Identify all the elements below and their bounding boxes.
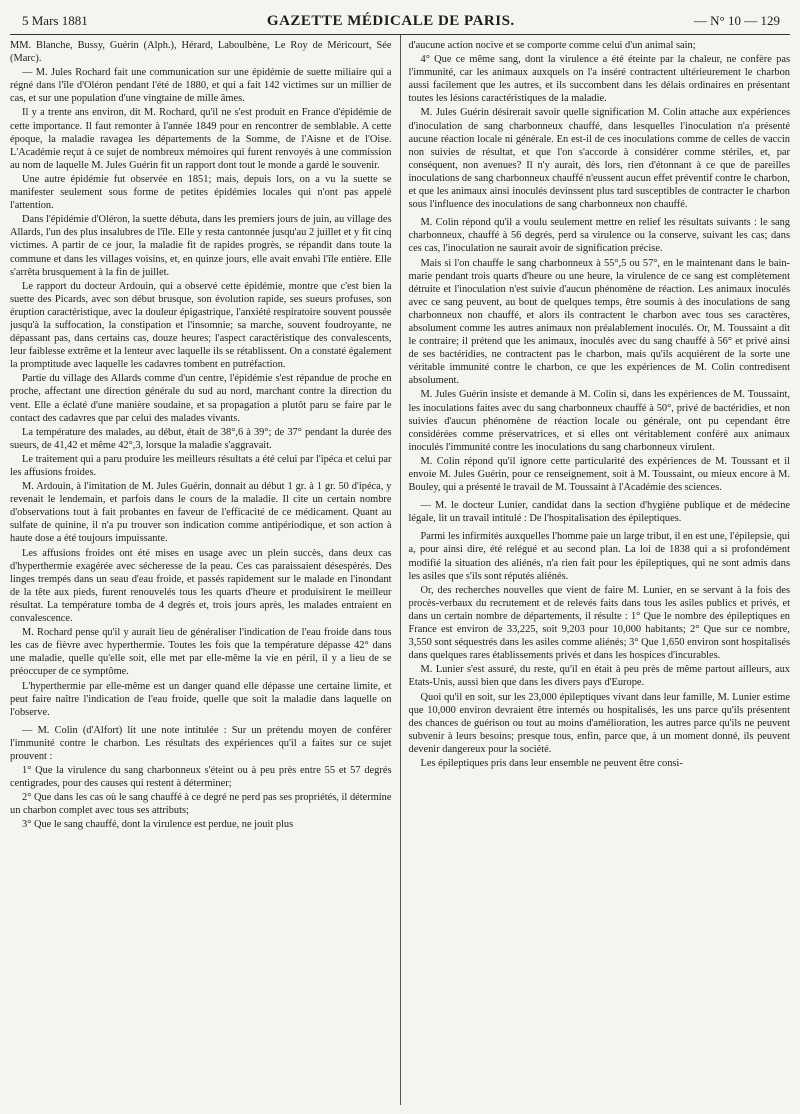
paragraph: La température des malades, au début, était de 38°,6 à 39°; de 37° pendant la durée des sueurs, de 41,42 et même 42°,3, lorsque la maladie s'aggravait. — [10, 426, 392, 451]
paragraph: Or, des recherches nouvelles que vient de faire M. Lunier, en se servant à la fois des procès-verbaux du recrutement et de relevés faits dans tous les asiles publics et privés, et dans un certain nombre de départements, il résulte : 1° Que le nombre des épileptiques en France est environ de 33,225, soit 9,203 pour 10,000 habitants; 2° Que sur ce nombre, 3,550 sont séquestrés dans les asiles comme aliénés; 3° Que 1,650 environ sont hospitalisés dans quelques rares établissements privés et dans les hospices d'incurables. — [408, 584, 790, 662]
paragraph: M. Ardouin, à l'imitation de M. Jules Guérin, donnait au début 1 gr. à 1 gr. 50 d'ipéca, y revenait le lendemain, et parfois dans le cours de la maladie. Il cite un certain nombre d'observations tout à fait probantes en faveur de l'efficacité de ce médicament. Quant au sulfate de quinine, il n'a pu trouver son indication comme antipériodique, et son action à haute dose a été toujours impuissante. — [10, 481, 392, 545]
left-column — [10, 35, 400, 1109]
paragraph: 3° Que le sang chauffé, dont la virulence est perdue, ne jouit plus — [22, 819, 294, 831]
paragraph: Quoi qu'il en soit, sur les 23,000 épileptiques vivant dans leur famille, M. Lunier estime que 10,000 environ devraient être internés ou hospitalisés, les uns parce qu'ils présentent des chances de guérison ou tout au moins d'amélioration, les autres parce qu'ils ne peuvent subvenir à leurs besoins; presque tous, enfin, parce que, à un moment donné, ils peuvent devenir dangereux pour la société. — [408, 691, 790, 755]
paragraph: Le traitement qui a paru produire les meilleurs résultats a été celui par l'ipéca et celui par les affusions froides. — [10, 453, 392, 478]
journal-title: GAZETTE MÉDICALE DE PARIS. — [266, 13, 515, 29]
issue-date: 5 Mars 1881 — [22, 13, 88, 28]
paragraph: Parmi les infirmités auxquelles l'homme paie un large tribut, il en est une, l'épilepsie, qui a, pour ainsi dire, été relégué et au second plan. La loi de 1838 qui a si profondément modifié la situation des aliénés, n'a rien fait pour les épileptiques, qui ne sont admis dans les asiles que s'ils sont réputés aliénés. — [408, 531, 790, 582]
paragraph: Mais si l'on chauffe le sang charbonneux à 55°,5 ou 57°, en le maintenant dans le bain-marie pendant trois quarts d'heure ou une heure, la virulence de ce sang est complètement détruite et l'inoculation n'est suivie d'aucun phénomène de réaction. Les animaux inoculés avec ce sang peuvent, au bout de quelques temps, être soumis à des inoculations de sang charbonneux non chauffé, et alors ils contractent le charbon avec tous ses caractères, absolument comme les autres animaux non préalablement inoculés. Or, M. Toussaint a dit le contraire; il prétend que les animaux, inoculés avec du sang chauffé à 56° et privé ainsi de ses bactéridies, ne contractent pas le charbon, mais qu'ils acquièrent de la sorte une véritable immunité contre le charbon, ce que les expériences de M. Colin contredisent absolument. — [408, 257, 790, 387]
paragraph: Les épileptiques pris dans leur ensemble ne peuvent être consi- — [420, 757, 683, 769]
paragraph: Le rapport du docteur Ardouin, qui a observé cette épidémie, montre que c'est bien la suette des Picards, avec son début brusque, son évolution rapide, ses sueurs profuses, son éruption caractéristique, avec la douleur épigastrique, l'anxiété respiratoire souvent poussée jusqu'à la suffocation, la constipation et l'insomnie; sa marche, souvent foudroyante, ne dépassant pas, dans certains cas, douze heures; l'aspect caractéristique des convalescents, leur faiblesse extrême et la lenteur avec laquelle ils se rétablissent. On a constaté également la promptitude avec laquelle les cadavres tombent en putréfaction. — [10, 280, 392, 371]
paragraph: Partie du village des Allards comme d'un centre, l'épidémie s'est répandue de proche en proche, affectant une direction générale du sud au nord, marchant contre la direction du vent. Elle a éclaté d'une manière soudaine, et sa propagation a plutôt paru se faire par le contact des cadavres que par celui des malades vivants. — [10, 373, 392, 424]
paragraph: 2° Que dans les cas où le sang chauffé à ce degré ne perd pas ses propriétés, il détermine un charbon complet avec tous ses attributs; — [10, 792, 392, 817]
paragraph: M. Rochard pense qu'il y aurait lieu de généraliser l'indication de l'eau froide dans tous les cas de fièvre avec hyperthermie. Toutes les fois que la température dépasse 42° dans une maladie, quelle qu'elle soit, elle met par elle-même la vie en péril, il y a lieu de se préoccuper de ce symptôme. — [10, 627, 392, 678]
paragraph: M. Jules Guérin insiste et demande à M. Colin si, dans les expériences de M. Toussaint, les inoculations faites avec du sang charbonneux chauffé à 50°, privé de bactéridies, et non suivies d'aucun phénomène de réaction locale ou générale, ont pu cependant être considérées comme préservatrices, et si elles ont véritablement conféré aux animaux inoculés l'immunité contre les inoculations du sang charbonneux virulent. — [408, 389, 790, 453]
paragraph: Dans l'épidémie d'Oléron, la suette débuta, dans les premiers jours de juin, au village des Allards, l'un des plus insalubres de l'île. Elle y resta cantonnée jusqu'au 2 juillet et y fit cinq victimes. A partir de ce jour, la maladie fit de rapides progrès, se répandit dans toute la commune et dans les villages voisins, et, en quinze jours, elle avait envahi l'île entière. Elle s'arrêta brusquement à la fin de juillet. — [10, 214, 392, 278]
paragraph: Une autre épidémie fut observée en 1851; mais, depuis lors, on a vu la suette se manifester seulement sous forme de petites épidémies locales qui n'ont pas appelé l'attention. — [10, 173, 392, 212]
paragraph: 4° Que ce même sang, dont la virulence a été éteinte par la chaleur, ne confère pas l'immunité, car les animaux auxquels on l'a inséré contractent ultérieurement le charbon aussi facilement que les autres, et ils succombent dans les délais ordinaires en présentant toutes les lésions caractéristiques de la maladie. — [408, 54, 790, 105]
paragraph: — M. Jules Rochard fait une communication sur une épidémie de suette miliaire qui a régné dans l'île d'Oléron pendant l'été de 1880, et qui a fait 142 victimes sur un millier de cas, et sur une population d'une vingtaine de mille âmes. — [10, 67, 392, 105]
paragraph: Il y a trente ans environ, dit M. Rochard, qu'il ne s'est produit en France d'épidémie de cette importance. Il faut remonter à l'année 1849 pour en rencontrer de semblable. A cette époque, la maladie ravagea les départements de la Somme, de l'Aisne et de l'Oise. L'Académie reçut à ce sujet de nombreux mémoires qui furent renvoyés à une commission au nom de laquelle M. Jules Guérin fit un rapport dont tout le monde a gardé le souvenir. — [10, 107, 392, 171]
paragraph: Les affusions froides ont été mises en usage avec un plein succès, dans deux cas d'hyperthermie exagérée avec sécheresse de la peau. Ces cas paraissaient désespérés. Des linges trempés dans un seau d'eau froide, et passés rapidement sur le malade en l'inondant de la tête aux pieds, furent renouvelés tous les quarts d'heure et produisirent le meilleur résultat. La température tomba de 4 degrés et, trois jours après, les malades entraient en convalescence. — [10, 547, 392, 625]
paragraph: M. Lunier s'est assuré, du reste, qu'il en était à peu près de même partout ailleurs, aux Etats-Unis, aussi bien que dans les divers pays d'Europe. — [408, 664, 790, 689]
text-columns — [10, 35, 790, 1105]
issue-page-number: — N° 10 — 129 — [693, 13, 780, 28]
paragraph: 1° Que la virulence du sang charbonneux s'éteint ou à peu près entre 55 et 57 degrés centigrades, pour des causes qui restent à déterminer; — [10, 765, 392, 790]
paragraph: L'hyperthermie par elle-même est un danger quand elle dépasse une certaine limite, et peut faire naître l'indication de l'eau froide, quelle que soit la maladie dans laquelle on l'observe. — [10, 680, 392, 718]
paragraph: — M. le docteur Lunier, candidat dans la section d'hygiène publique et de médecine légale, lit un travail intitulé : De l'hospitalisation des épileptiques. — [408, 500, 790, 525]
paragraph: M. Colin répond qu'il a voulu seulement mettre en relief les résultats suivants : le sang charbonneux, chauffé à 56 degrés, perd sa virulence ou la conserve, suivant les cas; dans ces cas, l'inoculation ne saurait avoir de signification précise. — [408, 217, 790, 255]
paragraph: M. Colin répond qu'il ignore cette particularité des expériences de M. Toussant et il envoie M. Jules Guérin, pour ce renseignement, soit à M. Toussaint, ou mieux encore à M. Bouley, qui a présenté le travail de M. Toussaint à l'Académie des sciences. — [408, 455, 790, 494]
paragraph: — M. Colin (d'Alfort) lit une note intitulée : Sur un prétendu moyen de conférer l'immunité contre le charbon. Les résultats des expériences qu'il a faites sur ce sujet prouvent : — [10, 724, 392, 762]
paragraph: M. Jules Guérin désirerait savoir quelle signification M. Colin attache aux expériences d'inoculation de sang charbonneux chauffé, dans lesquelles l'inoculation n'a présenté aucune réaction locale ni générale. En est-il de ces inoculations comme de celles de vaccin non suivies de résultat, et que l'on s'accorde à considérer comme stériles, et, par conséquent, non avenues? Il n'y aurait, dès lors, rien d'étonnant à ce que de pareilles inoculations de sang charbonneux chauffé n'eussent aucun effet préventif contre le charbon, et que les animaux ainsi inoculés devinssent plus tard susceptibles de contracter le charbon sous l'influence des inoculations de sang charbonneux non chauffé. — [408, 107, 790, 211]
page-header — [10, 10, 790, 32]
paragraph: d'aucune action nocive et se comporte comme celui d'un animal sain; — [408, 40, 696, 51]
right-column — [401, 35, 791, 1109]
paragraph: MM. Blanche, Bussy, Guérin (Alph.), Hérard, Laboulbène, Le Roy de Méricourt, Sée (Marc). — [10, 40, 392, 65]
